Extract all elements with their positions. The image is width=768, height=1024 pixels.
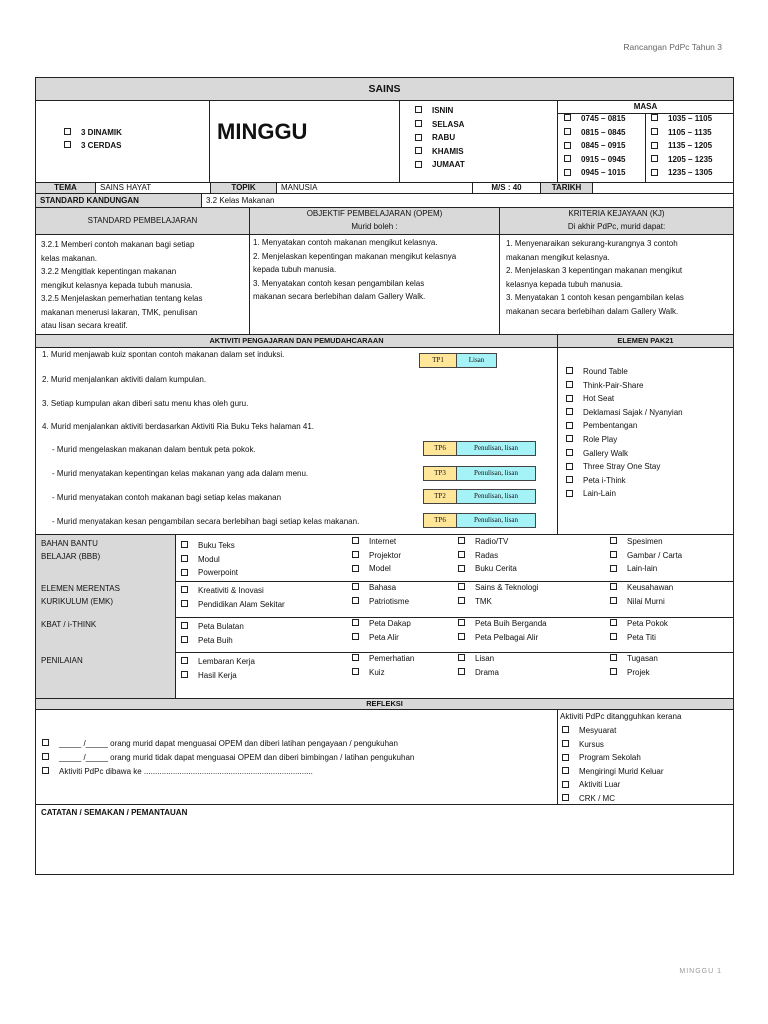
- checkbox-icon[interactable]: [562, 767, 569, 774]
- checkbox-icon[interactable]: [415, 106, 422, 113]
- penilaian-option: Lembaran Kerja: [181, 657, 255, 671]
- tarikh-label: TARIKH: [540, 182, 593, 194]
- checkbox-icon[interactable]: [181, 555, 188, 562]
- opem-head: OBJEKTIF PEMBELAJARAN (OPEM): [306, 209, 443, 218]
- kj-line: makanan secara berlebihan dalam Gallery Walk.: [506, 306, 679, 316]
- opem-cell: [249, 207, 500, 335]
- kj-line: 2. Menjelaskan 3 kepentingan makanan mengikut: [506, 266, 683, 275]
- checkbox-icon[interactable]: [562, 726, 569, 733]
- checkbox-icon[interactable]: [352, 565, 359, 572]
- kj-line: makanan mengikut kelasnya.: [506, 252, 610, 262]
- sp-line: kelas makanan.: [41, 253, 98, 263]
- header-note: Rancangan PdPc Tahun 3: [623, 42, 722, 52]
- checkbox-icon[interactable]: [352, 619, 359, 626]
- checkbox-icon[interactable]: [566, 476, 573, 483]
- checkbox-icon[interactable]: [415, 120, 422, 127]
- checkbox-icon[interactable]: [458, 668, 465, 675]
- bbb-option: Buku Cerita: [458, 564, 517, 578]
- emk-option: TMK: [458, 597, 538, 611]
- checkbox-icon[interactable]: [64, 128, 71, 135]
- bbb-option: Powerpoint: [181, 568, 238, 582]
- opem-line: makanan secara berlebihan dalam Gallery Walk.: [253, 292, 426, 301]
- tema-value: SAINS HAYAT: [95, 182, 211, 194]
- checkbox-icon[interactable]: [352, 537, 359, 544]
- day-item: SELASA: [415, 120, 465, 134]
- bbb-option: Spesimen: [610, 537, 682, 551]
- elements-options: [175, 534, 734, 700]
- sp-line: 3.2.1 Memberi contoh makanan bagi setiap: [41, 240, 195, 249]
- tema-label: TEMA: [35, 182, 96, 194]
- aktiviti-head: AKTIVITI PENGAJARAN DAN PEMUDAHCARAAN: [36, 335, 557, 348]
- pak21-item: Round Table: [566, 367, 683, 381]
- kj-line: kelasnya kepada tubuh manusia.: [506, 279, 623, 289]
- sp-line: 3.2.2 Mengitlak kepentingan makanan: [41, 267, 177, 276]
- lesson-plan-sheet: [35, 77, 734, 875]
- checkbox-icon[interactable]: [458, 551, 465, 558]
- checkbox-icon[interactable]: [651, 142, 658, 149]
- catatan-label: CATATAN / SEMAKAN / PEMANTAUAN: [41, 808, 188, 817]
- sp-line: 3.2.5 Menjelaskan pemerhatian tentang kelas: [41, 294, 203, 303]
- masa-title: MASA: [558, 101, 733, 114]
- emk-option: Patriotisme: [352, 597, 409, 611]
- checkbox-icon[interactable]: [566, 435, 573, 442]
- bbb-option: Gambar / Carta: [610, 551, 682, 565]
- topik-value: MANUSIA: [276, 182, 473, 194]
- checkbox-icon[interactable]: [610, 583, 617, 590]
- kj-line: 3. Menyatakan 1 contoh kesan pengambilan kelas: [506, 293, 684, 302]
- kbat-option: Peta Alir: [352, 633, 411, 647]
- days-cell: [399, 100, 558, 183]
- pak21-item: Peta i-Think: [566, 476, 683, 490]
- emk-option: Nilai Murni: [610, 597, 673, 611]
- pak21-item: Lain-Lain: [566, 489, 683, 503]
- masa-slot: 1205 – 1235: [651, 155, 713, 169]
- tp-badge: TP2 Penulisan, lisan: [423, 489, 536, 504]
- kbat-option: Peta Dakap: [352, 619, 411, 633]
- checkbox-icon[interactable]: [352, 551, 359, 558]
- masa-slot: 0845 – 0915: [564, 141, 626, 155]
- checkbox-icon[interactable]: [610, 619, 617, 626]
- bbb-option: Projektor: [352, 551, 401, 565]
- aktiviti-line: - Murid mengelaskan makanan dalam bentuk peta pokok.: [52, 445, 256, 454]
- pak21-item: Hot Seat: [566, 394, 683, 408]
- elements-label-column: [35, 534, 176, 700]
- week-cell: [209, 100, 400, 183]
- checkbox-icon[interactable]: [566, 490, 573, 497]
- masa-slot: 0945 – 1015: [564, 168, 626, 182]
- tp-badge: TP6 Penulisan, lisan: [423, 441, 536, 456]
- kbat-option: Peta Buih Berganda: [458, 619, 547, 633]
- checkbox-icon[interactable]: [562, 794, 569, 801]
- pak21-item: Gallery Walk: [566, 449, 683, 463]
- checkbox-icon[interactable]: [415, 134, 422, 141]
- subject-title: SAINS: [35, 77, 734, 101]
- day-item: KHAMIS: [415, 147, 465, 161]
- checkbox-icon[interactable]: [564, 155, 571, 162]
- checkbox-icon[interactable]: [42, 767, 49, 774]
- opem-line: 2. Menjelaskan kepentingan makanan mengikut kelasnya: [253, 251, 457, 261]
- refleksi-cell: [35, 709, 558, 805]
- tangguh-item: Mesyuarat: [562, 726, 663, 740]
- topik-label: TOPIK: [210, 182, 277, 194]
- kbat-option: Peta Bulatan: [181, 622, 244, 636]
- checkbox-icon[interactable]: [181, 600, 188, 607]
- sp-line: atau lisan secara kreatif.: [41, 321, 128, 330]
- emk-option: Bahasa: [352, 583, 409, 597]
- pak21-item: Think-Pair-Share: [566, 381, 683, 395]
- aktiviti-line: - Murid menyatakan contoh makanan bagi setiap kelas makanan: [52, 493, 282, 502]
- checkbox-icon[interactable]: [651, 128, 658, 135]
- aktiviti-line: 1. Murid menjawab kuiz spontan contoh makanan dalam set induksi.: [42, 350, 285, 359]
- aktiviti-line: - Murid menyatakan kesan pengambilan secara berlebihan bagi setiap kelas makanan.: [52, 517, 360, 526]
- checkbox-icon[interactable]: [562, 754, 569, 761]
- bbb-label: BELAJAR (BBB): [41, 551, 101, 561]
- checkbox-icon[interactable]: [352, 654, 359, 661]
- pak21-cell: [557, 334, 734, 535]
- masa-slot: 0745 – 0815: [564, 114, 626, 128]
- penilaian-option: Pemerhatian: [352, 654, 414, 668]
- sk-value: 3.2 Kelas Makanan: [201, 193, 734, 208]
- checkbox-icon[interactable]: [651, 155, 658, 162]
- class-item: 3 CERDAS: [64, 140, 122, 153]
- bbb-option: Modul: [181, 555, 238, 569]
- penilaian-option: Lisan: [458, 654, 499, 668]
- opem-line: kepada tubuh manusia.: [253, 265, 337, 274]
- day-item: JUMAAT: [415, 160, 465, 174]
- checkbox-icon[interactable]: [566, 381, 573, 388]
- aktiviti-cell: [35, 334, 558, 535]
- checkbox-icon[interactable]: [458, 537, 465, 544]
- class-cell: [35, 100, 210, 183]
- penilaian-option: Hasil Kerja: [181, 671, 255, 685]
- tangguh-item: Kursus: [562, 740, 663, 754]
- pak21-head: ELEMEN PAK21: [558, 335, 733, 348]
- bbb-option: Lain-lain: [610, 564, 682, 578]
- refleksi-head: REFLEKSI: [35, 698, 734, 710]
- aktiviti-line: - Murid menyatakan kepentingan kelas makanan yang ada dalam menu.: [52, 469, 309, 478]
- checkbox-icon[interactable]: [610, 654, 617, 661]
- checkbox-icon[interactable]: [415, 147, 422, 154]
- kbat-option: Peta Buih: [181, 636, 244, 650]
- tp-badge: TP1 Lisan: [419, 353, 497, 368]
- checkbox-icon[interactable]: [610, 633, 617, 640]
- emk-label: KURIKULUM (EMK): [41, 596, 114, 606]
- refleksi-line: Aktiviti PdPc dibawa ke ............................................................................: [42, 766, 313, 779]
- masa-cell: [557, 100, 734, 183]
- emk-option: Keusahawan: [610, 583, 673, 597]
- checkbox-icon[interactable]: [610, 537, 617, 544]
- masa-slot: 1235 – 1305: [651, 168, 713, 182]
- bbb-option: Radas: [458, 551, 517, 565]
- tangguh-item: CRK / MC: [562, 794, 663, 808]
- checkbox-icon[interactable]: [651, 114, 658, 121]
- checkbox-icon[interactable]: [610, 597, 617, 604]
- tangguh-item: Program Sekolah: [562, 753, 663, 767]
- day-item: ISNIN: [415, 106, 465, 120]
- checkbox-icon[interactable]: [566, 463, 573, 470]
- checkbox-icon[interactable]: [352, 668, 359, 675]
- bbb-label: BAHAN BANTU: [41, 539, 98, 548]
- checkbox-icon[interactable]: [181, 569, 188, 576]
- kbat-label: KBAT / i-THINK: [41, 620, 97, 629]
- checkbox-icon[interactable]: [458, 583, 465, 590]
- bbb-option: Buku Teks: [181, 541, 238, 555]
- ms-value: M/S : 40: [472, 182, 541, 194]
- bbb-option: Radio/TV: [458, 537, 517, 551]
- checkbox-icon[interactable]: [562, 781, 569, 788]
- checkbox-icon[interactable]: [562, 740, 569, 747]
- sp-line: mengikut kelasnya kepada tubuh manusia.: [41, 280, 193, 290]
- checkbox-icon[interactable]: [415, 161, 422, 168]
- penilaian-option: Kuiz: [352, 668, 414, 682]
- checkbox-icon[interactable]: [64, 141, 71, 148]
- masa-slot: 1135 – 1205: [651, 141, 713, 155]
- pak21-item: Deklamasi Sajak / Nyanyian: [566, 408, 683, 422]
- checkbox-icon[interactable]: [181, 622, 188, 629]
- checkbox-icon[interactable]: [566, 367, 573, 374]
- checkbox-icon[interactable]: [352, 583, 359, 590]
- kbat-option: Peta Pelbagai Alir: [458, 633, 547, 647]
- kbat-option: Peta Titi: [610, 633, 668, 647]
- sp-cell: [35, 207, 250, 335]
- tp-badge: TP3 Penulisan, lisan: [423, 466, 536, 481]
- kj-head: KRITERIA KEJAYAAN (KJ): [568, 209, 665, 218]
- checkbox-icon[interactable]: [458, 619, 465, 626]
- checkbox-icon[interactable]: [42, 739, 49, 746]
- penilaian-option: Projek: [610, 668, 658, 682]
- opem-subhead: Murid boleh :: [351, 221, 398, 231]
- kj-subhead: Di akhir PdPc, murid dapat:: [567, 221, 666, 231]
- day-item: RABU: [415, 133, 465, 147]
- sp-line: makanan menerusi lakaran, TMK, penulisan: [41, 307, 198, 317]
- aktiviti-line: 3. Setiap kumpulan akan diberi satu menu khas oleh guru.: [42, 399, 249, 408]
- emk-option: Pendidikan Alam Sekitar: [181, 600, 285, 614]
- masa-slot: 0815 – 0845: [564, 128, 626, 142]
- sp-head: STANDARD PEMBELAJARAN: [36, 208, 249, 235]
- kj-cell: [499, 207, 734, 335]
- checkbox-icon[interactable]: [566, 449, 573, 456]
- masa-slot: 0915 – 0945: [564, 155, 626, 169]
- bbb-option: Model: [352, 564, 401, 578]
- penilaian-option: Drama: [458, 668, 499, 682]
- checkbox-icon[interactable]: [458, 654, 465, 661]
- checkbox-icon[interactable]: [352, 633, 359, 640]
- checkbox-icon[interactable]: [42, 753, 49, 760]
- checkbox-icon[interactable]: [610, 565, 617, 572]
- checkbox-icon[interactable]: [564, 128, 571, 135]
- tangguh-head: Aktiviti PdPc ditangguhkan kerana: [560, 712, 682, 721]
- emk-option: Kreativiti & Inovasi: [181, 586, 285, 600]
- checkbox-icon[interactable]: [610, 551, 617, 558]
- masa-slot: 1105 – 1135: [651, 128, 713, 142]
- kj-line: 1. Menyenaraikan sekurang-kurangnya 3 contoh: [506, 239, 678, 248]
- masa-slot: 1035 – 1105: [651, 114, 713, 128]
- checkbox-icon[interactable]: [651, 169, 658, 176]
- checkbox-icon[interactable]: [564, 169, 571, 176]
- checkbox-icon[interactable]: [458, 597, 465, 604]
- tangguh-item: Mengiringi Murid Keluar: [562, 767, 663, 781]
- checkbox-icon[interactable]: [564, 114, 571, 121]
- checkbox-icon[interactable]: [610, 668, 617, 675]
- penilaian-option: Tugasan: [610, 654, 658, 668]
- checkbox-icon[interactable]: [352, 597, 359, 604]
- footer-note: MINGGU 1: [679, 968, 722, 975]
- bbb-option: Internet: [352, 537, 401, 551]
- checkbox-icon[interactable]: [566, 408, 573, 415]
- tp-badge: TP6 Penulisan, lisan: [423, 513, 536, 528]
- penilaian-label: PENILAIAN: [41, 656, 83, 665]
- emk-option: Sains & Teknologi: [458, 583, 538, 597]
- refleksi-line: _____ /_____ orang murid tidak dapat menguasai OPEM dan diberi bimbingan / latihan pengukuhan: [42, 752, 414, 765]
- refleksi-line: _____ /_____ orang murid dapat menguasai OPEM dan diberi latihan pengayaan / pengukuhan: [42, 738, 398, 751]
- emk-label: ELEMEN MERENTAS: [41, 584, 120, 593]
- checkbox-icon[interactable]: [181, 541, 188, 548]
- opem-line: 1. Menyatakan contoh makanan mengikut kelasnya.: [253, 238, 438, 247]
- checkbox-icon[interactable]: [181, 671, 188, 678]
- sk-label: STANDARD KANDUNGAN: [35, 193, 202, 208]
- tangguh-item: Aktiviti Luar: [562, 780, 663, 794]
- class-item: 3 DINAMIK: [64, 127, 122, 140]
- catatan-area[interactable]: [36, 820, 733, 874]
- checkbox-icon[interactable]: [458, 633, 465, 640]
- opem-line: 3. Menyatakan contoh kesan pengambilan kelas: [253, 278, 425, 288]
- checkbox-icon[interactable]: [181, 657, 188, 664]
- pak21-item: Role Play: [566, 435, 683, 449]
- checkbox-icon[interactable]: [566, 422, 573, 429]
- tangguh-cell: [557, 709, 734, 805]
- kbat-option: Peta Pokok: [610, 619, 668, 633]
- checkbox-icon[interactable]: [566, 395, 573, 402]
- checkbox-icon[interactable]: [181, 586, 188, 593]
- pak21-item: Pembentangan: [566, 421, 683, 435]
- aktiviti-line: 2. Murid menjalankan aktiviti dalam kumpulan.: [42, 375, 207, 384]
- pak21-item: Three Stray One Stay: [566, 462, 683, 476]
- checkbox-icon[interactable]: [458, 565, 465, 572]
- checkbox-icon[interactable]: [181, 636, 188, 643]
- week-label: MINGGU: [217, 119, 308, 144]
- checkbox-icon[interactable]: [564, 142, 571, 149]
- aktiviti-line: 4. Murid menjalankan aktiviti berdasarkan Aktiviti Ria Buku Teks halaman 41.: [42, 422, 314, 431]
